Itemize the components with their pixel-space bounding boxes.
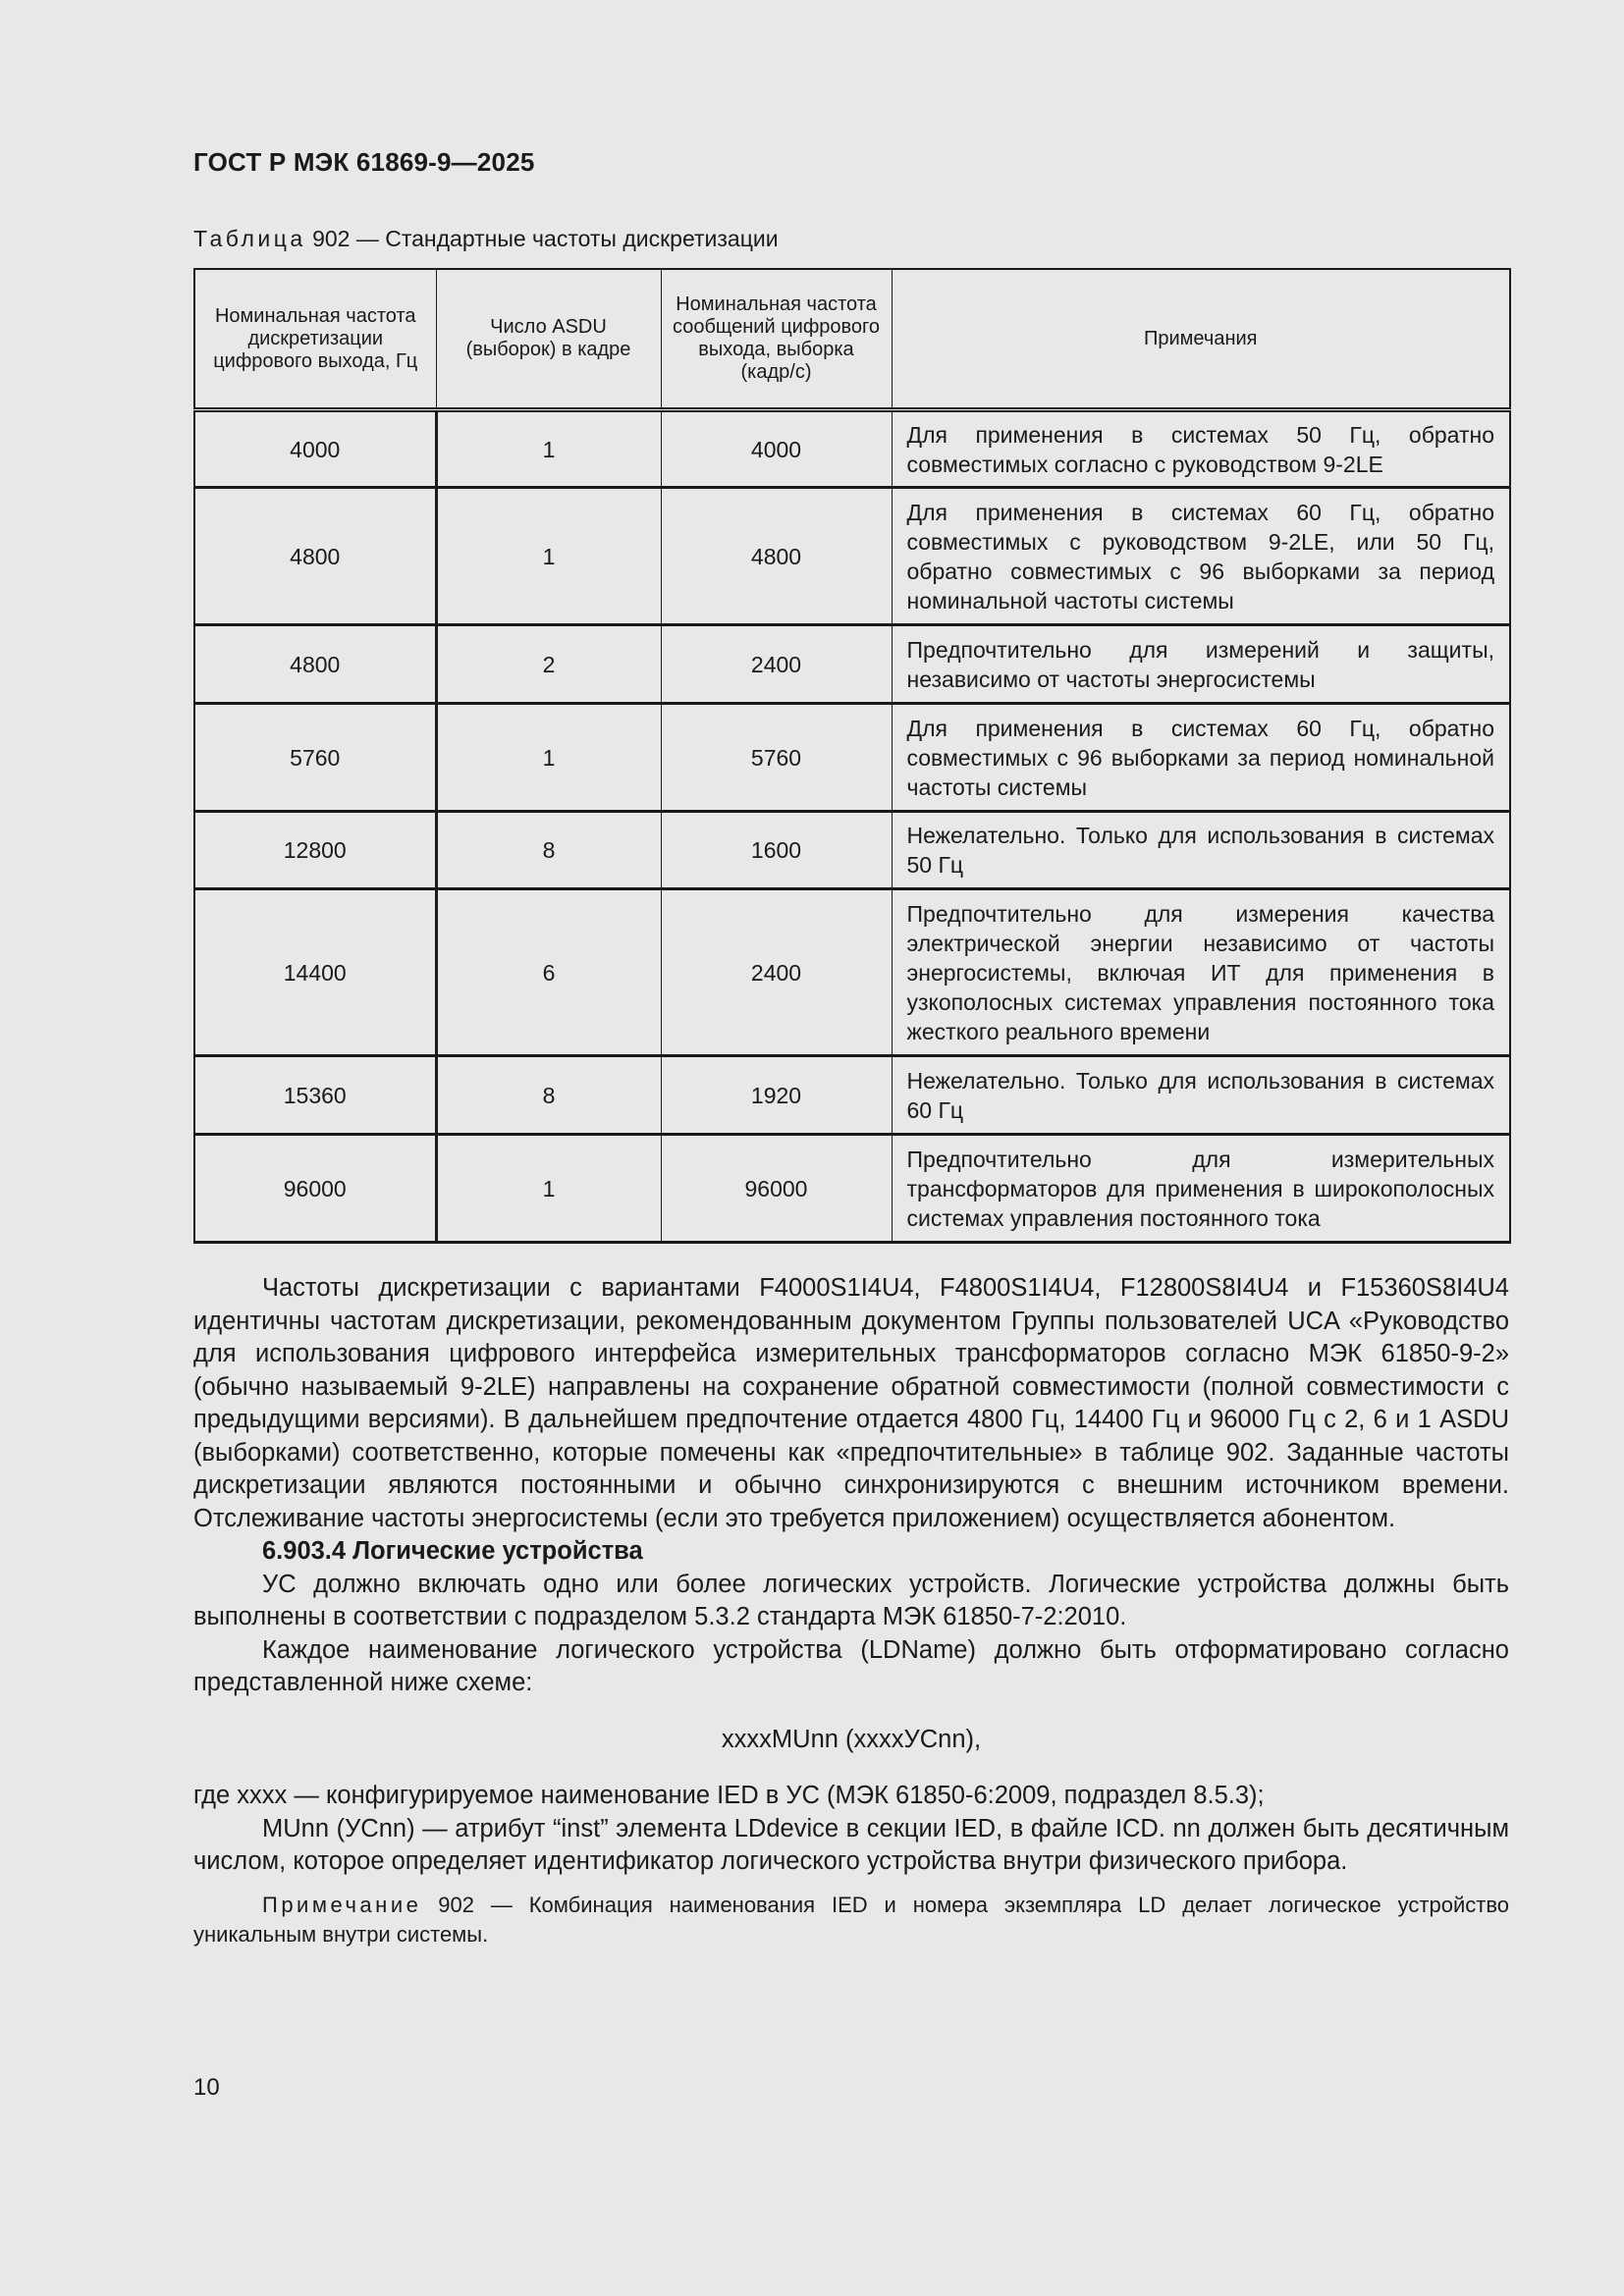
cell-message-rate: 4800 xyxy=(661,488,892,625)
cell-message-rate: 5760 xyxy=(661,704,892,812)
column-header-rate: Номинальная частота дискретизации цифрового выхода, Гц xyxy=(194,269,436,410)
cell-rate: 5760 xyxy=(194,704,436,812)
table-row xyxy=(194,812,1510,889)
cell-note: Нежелательно. Только для использования в системах 50 Гц xyxy=(892,812,1510,889)
cell-note: Для применения в системах 50 Гц, обратно совместимых согласно с руководством 9-2LE xyxy=(892,410,1510,488)
cell-message-rate: 96000 xyxy=(661,1135,892,1243)
cell-message-rate: 2400 xyxy=(661,889,892,1056)
table-caption-text: 902 — Стандартные частоты дискретизации xyxy=(305,226,779,251)
cell-rate: 4800 xyxy=(194,625,436,704)
cell-message-rate: 4000 xyxy=(661,410,892,488)
sampling-rate-table-wrapper xyxy=(193,268,1509,1244)
table-caption-prefix: Таблица xyxy=(193,226,306,251)
cell-asdu: 2 xyxy=(436,625,661,704)
paragraph-ldname: Каждое наименование логического устройства (LDName) должно быть отформатировано согласно представленной ниже схеме: xyxy=(193,1635,1509,1696)
cell-rate: 15360 xyxy=(194,1056,436,1135)
cell-rate: 96000 xyxy=(194,1135,436,1243)
paragraph-sampling-rates: Частоты дискретизации с вариантами F4000S1I4U4, F4800S1I4U4, F12800S8I4U4 и F15360S8I4U4 идентичны частотам дискретизации, рекомендованным документом Группы пользователей UCA «Руководство для использования цифрового интерфейса измерительных трансформаторов согласно МЭК 61850-9-2» (обычно называемый 9-2LE) направлены на сохранение обратной совместимости (полной совместимости с предыдущими версиями). В дальнейшем предпочтение отдается 4800 Гц, 14400 Гц и 96000 Гц с 2, 6 и 1 ASDU (выборками) соответственно, которые помечены как «предпочтительные» в таблице 902. Заданные частоты дискретизации являются постоянными и обычно синхронизируются с внешним источником времени. Отслеживание частоты энергосистемы (если это требуется приложением) осуществляется абонентом. xyxy=(193,1274,1509,1532)
cell-asdu: 1 xyxy=(436,1135,661,1243)
document-header: ГОСТ Р МЭК 61869-9—2025 xyxy=(193,147,535,177)
cell-asdu: 1 xyxy=(436,704,661,812)
column-header-message-rate: Номинальная частота сообщений цифрового выхода, выборка (кадр/с) xyxy=(661,269,892,410)
cell-rate: 4800 xyxy=(194,488,436,625)
cell-note: Предпочтительно для измерения качества электрической энергии независимо от частоты энергосистемы, включая ИТ для применения в узкополосных системах управления постоянного тока жесткого реального времени xyxy=(892,889,1510,1056)
cell-asdu: 1 xyxy=(436,410,661,488)
column-header-asdu: Число ASDU (выборок) в кадре xyxy=(436,269,661,410)
cell-message-rate: 1600 xyxy=(661,812,892,889)
table-row xyxy=(194,704,1510,812)
paragraph-logical-devices: УС должно включать одно или более логических устройств. Логические устройства должны быть выполнены в соответствии с подразделом 5.3.2 стандарта МЭК 61850-7-2:2010. xyxy=(193,1570,1509,1630)
column-header-notes: Примечания xyxy=(892,269,1510,410)
cell-rate: 4000 xyxy=(194,410,436,488)
cell-message-rate: 1920 xyxy=(661,1056,892,1135)
cell-asdu: 6 xyxy=(436,889,661,1056)
cell-note: Нежелательно. Только для использования в системах 60 Гц xyxy=(892,1056,1510,1135)
cell-asdu: 8 xyxy=(436,812,661,889)
table-row xyxy=(194,889,1510,1056)
sampling-rate-table xyxy=(193,268,1511,1244)
table-row xyxy=(194,625,1510,704)
body-text xyxy=(193,1272,1509,1949)
cell-note: Для применения в системах 60 Гц, обратно совместимых с 96 выборками за период номинальной частоты системы xyxy=(892,704,1510,812)
cell-asdu: 8 xyxy=(436,1056,661,1135)
note-prefix: Примечание xyxy=(262,1892,422,1917)
note xyxy=(193,1891,1509,1949)
table-caption xyxy=(193,226,779,252)
paragraph-munn: MUnn (УСnn) — атрибут “inst” элемента LDdevice в секции IED, в файле ICD. nn должен быть десятичным числом, которое определяет идентификатор логического устройства внутри физического прибора. xyxy=(193,1814,1509,1875)
cell-message-rate: 2400 xyxy=(661,625,892,704)
cell-asdu: 1 xyxy=(436,488,661,625)
table-row xyxy=(194,1056,1510,1135)
note-text: 902 — Комбинация наименования IED и номера экземпляра LD делает логическое устройство уникальным внутри системы. xyxy=(193,1892,1509,1947)
formula: xxxxMUnn (xxxxУСnn), xyxy=(721,1725,982,1753)
table-row xyxy=(194,488,1510,625)
cell-note: Предпочтительно для измерений и защиты, независимо от частоты энергосистемы xyxy=(892,625,1510,704)
cell-note: Предпочтительно для измерительных трансформаторов для применения в широкополосных системах управления постоянного тока xyxy=(892,1135,1510,1243)
table-row xyxy=(194,410,1510,488)
page-number: 10 xyxy=(193,2074,220,2101)
table-row xyxy=(194,1135,1510,1243)
cell-rate: 12800 xyxy=(194,812,436,889)
table-header-row xyxy=(194,269,1510,410)
cell-rate: 14400 xyxy=(194,889,436,1056)
section-heading: 6.903.4 Логические устройства xyxy=(262,1537,643,1565)
cell-note: Для применения в системах 60 Гц, обратно совместимых с руководством 9-2LE, или 50 Гц, обратно совместимых с 96 выборками за период номинальной частоты системы xyxy=(892,488,1510,625)
paragraph-where: где xxxx — конфигурируемое наименование IED в УС (МЭК 61850-6:2009, подраздел 8.5.3); xyxy=(193,1782,1265,1809)
